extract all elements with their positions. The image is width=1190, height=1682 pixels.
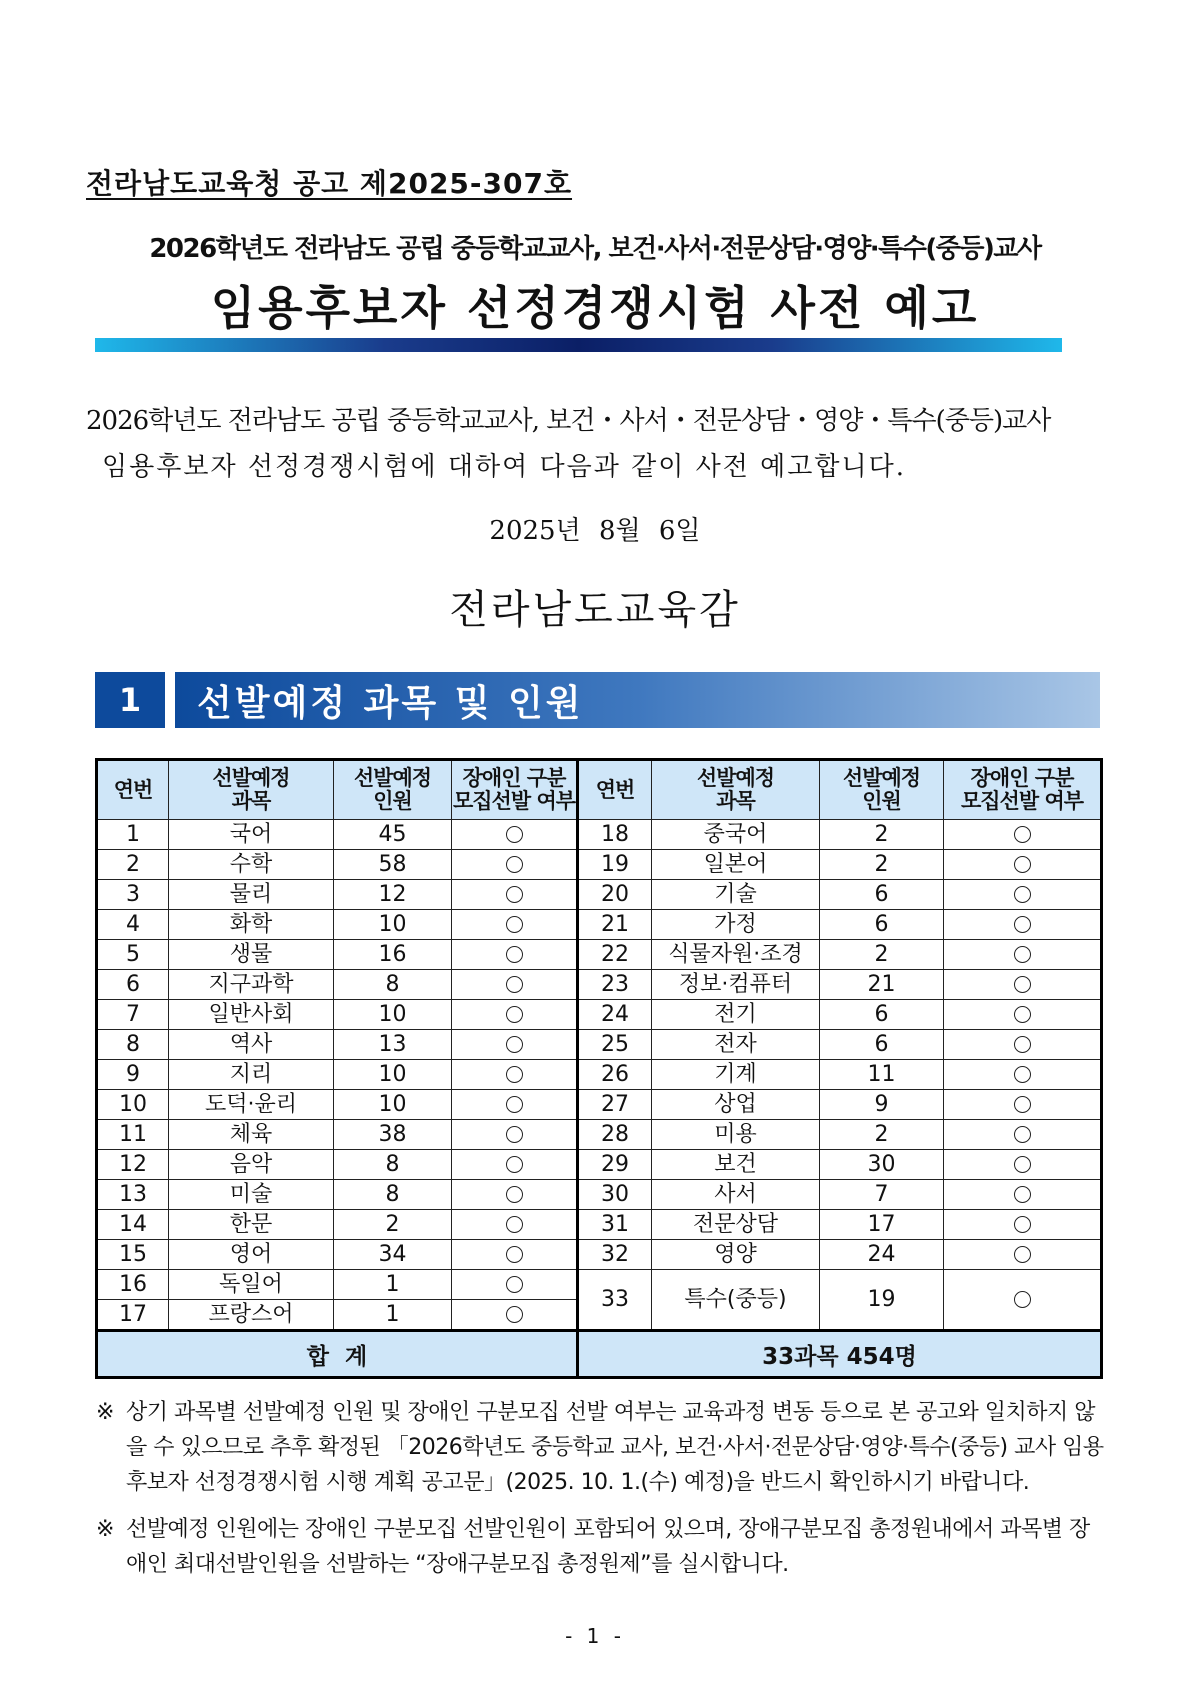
notes [96,1395,1106,1594]
subject-cell: 생물 [169,940,334,970]
subject-cell: 지구과학 [169,970,334,1000]
table-row [97,1150,1102,1180]
document-subtitle: 2026학년도 전라남도 공립 중등학교교사, 보건·사서·전문상담·영양·특수(중등)교사 [149,234,1041,264]
circle-mark-icon [1014,946,1031,963]
row-no-cell: 9 [97,1060,169,1090]
subject-cell: 미술 [169,1180,334,1210]
row-no-cell: 31 [578,1210,652,1240]
row-no-cell: 33 [578,1270,652,1331]
subject-cell: 전자 [652,1030,820,1060]
count-cell: 8 [334,1150,452,1180]
disabled-recruit-cell [944,880,1102,910]
count-cell: 9 [820,1090,944,1120]
disabled-recruit-cell [944,1210,1102,1240]
disabled-recruit-cell [452,820,578,850]
disabled-recruit-cell [452,910,578,940]
header-no: 연번 [97,760,169,820]
count-cell: 45 [334,820,452,850]
disabled-recruit-cell [452,1240,578,1270]
circle-mark-icon [506,1276,523,1293]
circle-mark-icon [1014,1096,1031,1113]
notice-number: 전라남도교육청 공고 제2025-307호 [86,167,573,200]
count-cell: 30 [820,1150,944,1180]
header-disabled: 장애인 구분 모집선발 여부 [944,760,1102,820]
count-cell: 21 [820,970,944,1000]
row-no-cell: 5 [97,940,169,970]
circle-mark-icon [506,976,523,993]
count-cell: 10 [334,910,452,940]
disabled-recruit-cell [944,820,1102,850]
count-cell: 24 [820,1240,944,1270]
circle-mark-icon [1014,1246,1031,1263]
disabled-recruit-cell [944,1090,1102,1120]
section-title: 선발예정 과목 및 인원 [175,672,1100,728]
disabled-recruit-cell [944,940,1102,970]
subject-cell: 기계 [652,1060,820,1090]
section-number: 1 [95,672,165,728]
disabled-recruit-cell [944,1030,1102,1060]
subject-cell: 사서 [652,1180,820,1210]
row-no-cell: 25 [578,1030,652,1060]
disabled-recruit-cell [944,1000,1102,1030]
title-underline-bar [95,338,1062,352]
count-cell: 58 [334,850,452,880]
circle-mark-icon [506,826,523,843]
subject-cell: 독일어 [169,1270,334,1300]
subject-cell: 중국어 [652,820,820,850]
circle-mark-icon [506,856,523,873]
row-no-cell: 15 [97,1240,169,1270]
count-cell: 6 [820,1000,944,1030]
disabled-recruit-cell [452,1150,578,1180]
table-row [97,1030,1102,1060]
circle-mark-icon [506,946,523,963]
table-row [97,1240,1102,1270]
circle-mark-icon [1014,1066,1031,1083]
subject-cell: 프랑스어 [169,1300,334,1331]
count-cell: 1 [334,1300,452,1331]
count-cell: 10 [334,1060,452,1090]
row-no-cell: 28 [578,1120,652,1150]
header-subject: 선발예정 과목 [169,760,334,820]
table-row [97,1090,1102,1120]
intro-line-1: 2026학년도 전라남도 공립 중등학교교사, 보건・사서・전문상담・영양・특수(중등)교사 [86,406,1051,436]
count-cell: 2 [820,850,944,880]
table-row [97,880,1102,910]
total-value: 33과목 454명 [578,1331,1102,1378]
table-row [97,1120,1102,1150]
circle-mark-icon [1014,1216,1031,1233]
count-cell: 10 [334,1090,452,1120]
subject-cell: 보건 [652,1150,820,1180]
row-no-cell: 19 [578,850,652,880]
circle-mark-icon [506,1216,523,1233]
total-row [97,1331,1102,1378]
subject-cell: 일반사회 [169,1000,334,1030]
disabled-recruit-cell [944,970,1102,1000]
note-text: 선발예정 인원에는 장애인 구분모집 선발인원이 포함되어 있으며, 장애구분모집 총정원내에서 과목별 장애인 최대선발인원을 선발하는 “장애구분모집 총정원제”를 실시합니다. [126,1517,1090,1577]
subject-cell: 기술 [652,880,820,910]
row-no-cell: 10 [97,1090,169,1120]
count-cell: 10 [334,1000,452,1030]
disabled-recruit-cell [452,850,578,880]
count-cell: 2 [334,1210,452,1240]
intro-line-2: 임용후보자 선정경쟁시험에 대하여 다음과 같이 사전 예고합니다. [102,452,906,482]
row-no-cell: 8 [97,1030,169,1060]
disabled-recruit-cell [452,1000,578,1030]
row-no-cell: 2 [97,850,169,880]
intro-paragraph [86,398,1126,490]
row-no-cell: 3 [97,880,169,910]
row-no-cell: 12 [97,1150,169,1180]
count-cell: 8 [334,1180,452,1210]
row-no-cell: 7 [97,1000,169,1030]
circle-mark-icon [506,1126,523,1143]
row-no-cell: 20 [578,880,652,910]
subjects-table [95,758,1103,1379]
count-cell: 17 [820,1210,944,1240]
count-cell: 1 [334,1270,452,1300]
note-item [96,1395,1106,1500]
disabled-recruit-cell [452,1060,578,1090]
header-count: 선발예정 인원 [334,760,452,820]
disabled-recruit-cell [452,1120,578,1150]
circle-mark-icon [506,886,523,903]
table-row [97,1210,1102,1240]
subject-cell: 도덕·윤리 [169,1090,334,1120]
row-no-cell: 26 [578,1060,652,1090]
table-row [97,820,1102,850]
count-cell: 2 [820,820,944,850]
subject-cell: 전기 [652,1000,820,1030]
row-no-cell: 18 [578,820,652,850]
count-cell: 6 [820,880,944,910]
row-no-cell: 4 [97,910,169,940]
header-subject: 선발예정 과목 [652,760,820,820]
count-cell: 38 [334,1120,452,1150]
count-cell: 2 [820,1120,944,1150]
table-header-row [97,760,1102,820]
circle-mark-icon [1014,856,1031,873]
table-body [97,820,1102,1331]
disabled-recruit-cell [452,880,578,910]
disabled-recruit-cell [452,940,578,970]
circle-mark-icon [506,1006,523,1023]
disabled-recruit-cell [944,1270,1102,1331]
table-row [97,970,1102,1000]
table-row [97,1180,1102,1210]
circle-mark-icon [1014,1006,1031,1023]
table-row [97,850,1102,880]
row-no-cell: 16 [97,1270,169,1300]
row-no-cell: 14 [97,1210,169,1240]
circle-mark-icon [506,1036,523,1053]
subject-cell: 상업 [652,1090,820,1120]
subject-cell: 물리 [169,880,334,910]
total-label: 합 계 [97,1331,578,1378]
row-no-cell: 27 [578,1090,652,1120]
subject-cell: 영양 [652,1240,820,1270]
count-cell: 6 [820,910,944,940]
circle-mark-icon [506,1066,523,1083]
subject-cell: 특수(중등) [652,1270,820,1331]
row-no-cell: 30 [578,1180,652,1210]
disabled-recruit-cell [452,1270,578,1300]
subject-cell: 지리 [169,1060,334,1090]
circle-mark-icon [506,1186,523,1203]
disabled-recruit-cell [452,1090,578,1120]
subject-cell: 영어 [169,1240,334,1270]
header-count: 선발예정 인원 [820,760,944,820]
subject-cell: 식물자원·조경 [652,940,820,970]
row-no-cell: 13 [97,1180,169,1210]
disabled-recruit-cell [944,1120,1102,1150]
circle-mark-icon [1014,826,1031,843]
count-cell: 19 [820,1270,944,1331]
disabled-recruit-cell [944,910,1102,940]
table-row [97,940,1102,970]
count-cell: 16 [334,940,452,970]
page-number: - 1 - [565,1624,625,1648]
row-no-cell: 21 [578,910,652,940]
subject-cell: 역사 [169,1030,334,1060]
row-no-cell: 32 [578,1240,652,1270]
circle-mark-icon [1014,1126,1031,1143]
table-row [97,910,1102,940]
circle-mark-icon [1014,976,1031,993]
subject-cell: 가정 [652,910,820,940]
circle-mark-icon [506,1156,523,1173]
count-cell: 2 [820,940,944,970]
issuer-name: 전라남도교육감 [449,587,741,633]
row-no-cell: 22 [578,940,652,970]
circle-mark-icon [1014,886,1031,903]
subject-cell: 화학 [169,910,334,940]
row-no-cell: 17 [97,1300,169,1331]
disabled-recruit-cell [452,1180,578,1210]
circle-mark-icon [1014,916,1031,933]
disabled-recruit-cell [944,1180,1102,1210]
note-mark: ※ [96,1517,114,1542]
row-no-cell: 23 [578,970,652,1000]
table-row [97,1000,1102,1030]
disabled-recruit-cell [944,1150,1102,1180]
note-item [96,1512,1106,1582]
circle-mark-icon [1014,1186,1031,1203]
row-no-cell: 24 [578,1000,652,1030]
disabled-recruit-cell [452,970,578,1000]
circle-mark-icon [506,1096,523,1113]
disabled-recruit-cell [452,1210,578,1240]
circle-mark-icon [506,916,523,933]
header-no: 연번 [578,760,652,820]
count-cell: 6 [820,1030,944,1060]
subject-cell: 미용 [652,1120,820,1150]
subject-cell: 정보·컴퓨터 [652,970,820,1000]
subject-cell: 일본어 [652,850,820,880]
table-row [97,1060,1102,1090]
count-cell: 13 [334,1030,452,1060]
disabled-recruit-cell [944,1240,1102,1270]
subject-cell: 전문상담 [652,1210,820,1240]
subject-cell: 수학 [169,850,334,880]
disabled-recruit-cell [944,1060,1102,1090]
disabled-recruit-cell [452,1300,578,1331]
circle-mark-icon [506,1246,523,1263]
circle-mark-icon [1014,1156,1031,1173]
subject-cell: 국어 [169,820,334,850]
notice-date: 2025년 8월 6일 [489,516,701,546]
row-no-cell: 1 [97,820,169,850]
subject-cell: 한문 [169,1210,334,1240]
table-row [97,1270,1102,1300]
row-no-cell: 11 [97,1120,169,1150]
row-no-cell: 6 [97,970,169,1000]
count-cell: 34 [334,1240,452,1270]
note-mark: ※ [96,1400,114,1425]
row-no-cell: 29 [578,1150,652,1180]
circle-mark-icon [506,1306,523,1323]
header-disabled: 장애인 구분 모집선발 여부 [452,760,578,820]
circle-mark-icon [1014,1036,1031,1053]
disabled-recruit-cell [452,1030,578,1060]
disabled-recruit-cell [944,850,1102,880]
count-cell: 8 [334,970,452,1000]
subject-cell: 체육 [169,1120,334,1150]
count-cell: 12 [334,880,452,910]
document-title: 임용후보자 선정경쟁시험 사전 예고 [210,281,980,335]
circle-mark-icon [1014,1291,1031,1308]
note-text: 상기 과목별 선발예정 인원 및 장애인 구분모집 선발 여부는 교육과정 변동 등으로 본 공고와 일치하지 않을 수 있으므로 추후 확정된 「2026학년도 중등학교 교사, 보건·사서·전문상담·영양·특수(중등) 교사 임용후보자 선정경쟁시험 시행 계획 공고문」(2025. 10. 1.(수) 예정)을 반드시 확인하시기 바랍니다. [126,1400,1104,1495]
count-cell: 11 [820,1060,944,1090]
count-cell: 7 [820,1180,944,1210]
subject-cell: 음악 [169,1150,334,1180]
